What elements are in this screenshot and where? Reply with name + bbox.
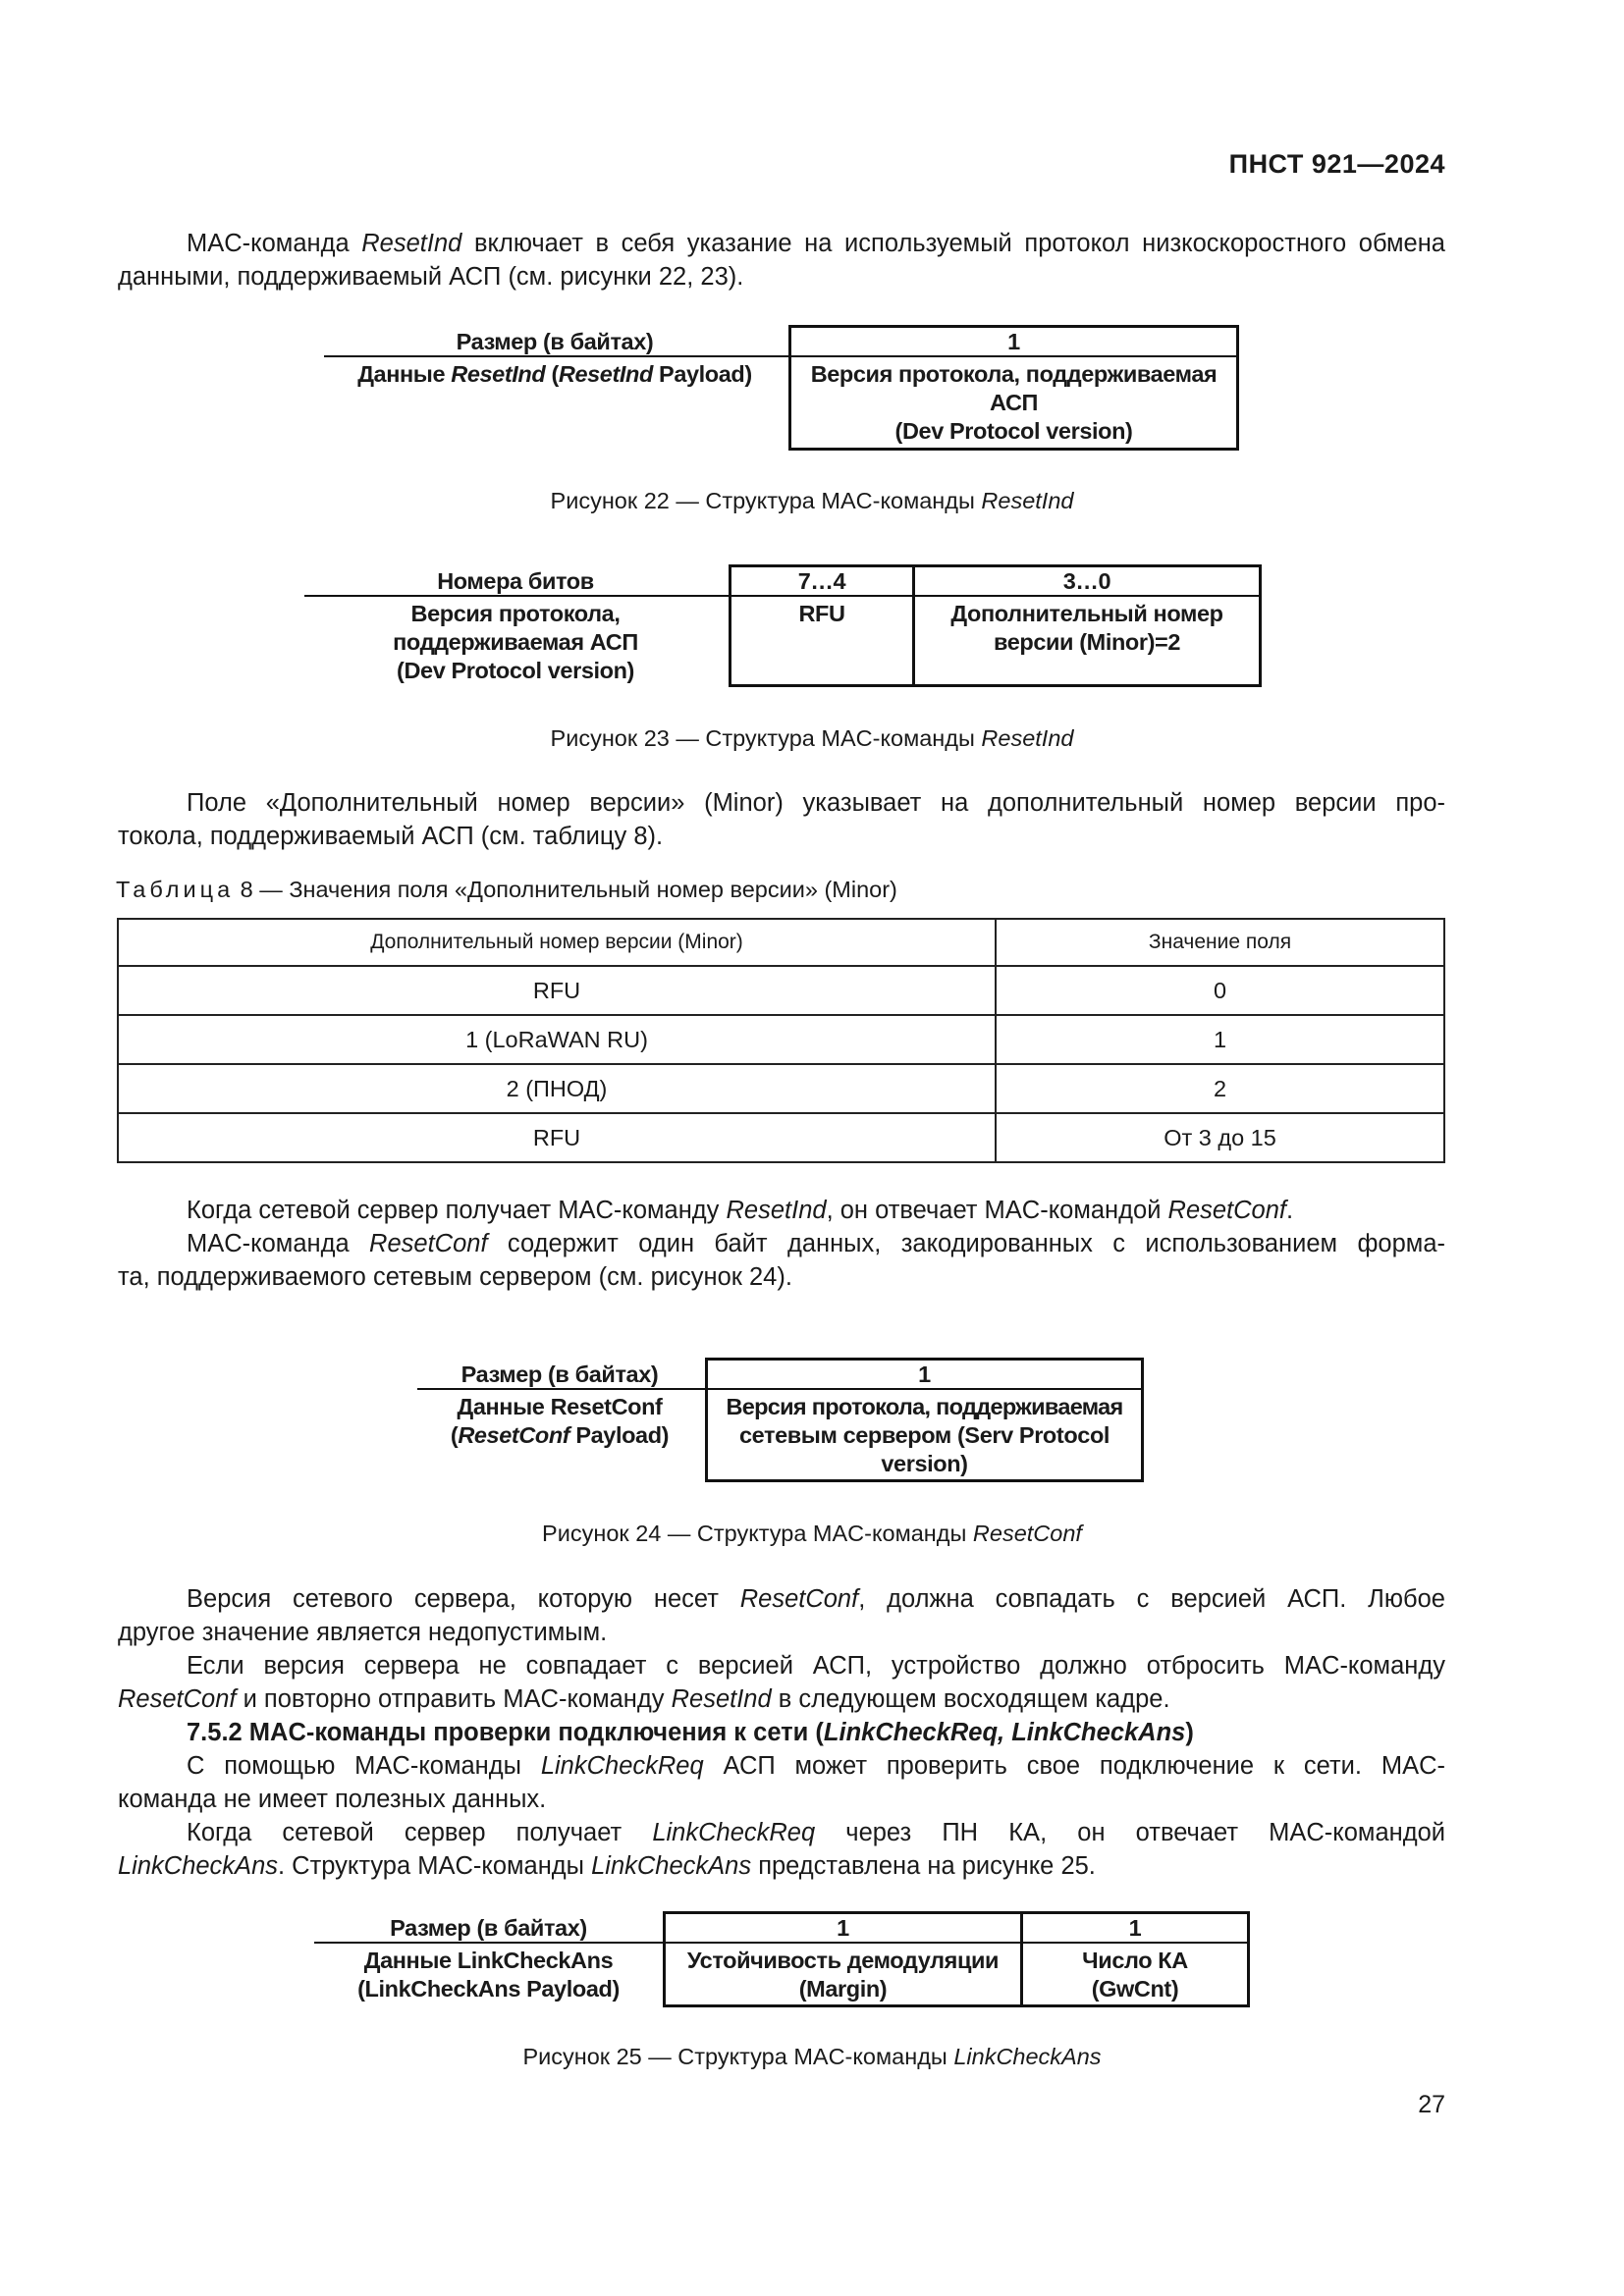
fig24-size-label: Размер (в байтах) bbox=[460, 1362, 659, 1387]
paragraph-linkcheckreq-line2: команда не имеет полезных данных. bbox=[118, 1786, 547, 1813]
table-8-title: Таблица 8 — Значения поля «Дополнительный номер версии» (Minor) bbox=[116, 877, 897, 902]
fig22-field-line1: Версия протокола, поддерживаемая bbox=[810, 361, 1218, 387]
fig22-field-line3: (Dev Protocol version) bbox=[894, 418, 1133, 444]
figure-25-caption: Рисунок 25 — Структура MAC-команды LinkCheckAns bbox=[522, 2044, 1102, 2069]
table-header-value: Значение поля bbox=[996, 919, 1444, 966]
table-row bbox=[118, 966, 1444, 1015]
fig25-col2-line1: Число КА bbox=[1082, 1948, 1188, 1973]
fig25-data-label-2: (LinkCheckAns Payload) bbox=[357, 1976, 620, 2002]
paragraph-linkcheckans-line1: Когда сетевой сервер получает LinkCheckReq через ПН КА, он отвечает MAC-командой bbox=[187, 1819, 1446, 1846]
table-row bbox=[118, 1113, 1444, 1162]
table-header-minor: Дополнительный номер версии (Minor) bbox=[118, 919, 996, 966]
table-cell: 2 (ПНОД) bbox=[118, 1064, 996, 1113]
fig23-field-label-2: поддерживаемая АСП bbox=[393, 629, 638, 655]
paragraph-resetind-intro: MAC-команда ResetInd включает в себя указание на используемый протокол низкоскоростного обмена данными, поддерживаемый АСП (см. рисунки 22, 23). bbox=[118, 230, 1445, 291]
fig25-size-label: Размер (в байтах) bbox=[390, 1915, 587, 1941]
fig22-size-label: Размер (в байтах) bbox=[456, 329, 654, 354]
paragraph-minor-line2: токола, поддерживаемый АСП (см. таблицу 8). bbox=[118, 823, 664, 850]
fig24-size-value: 1 bbox=[918, 1362, 931, 1387]
fig23-bits-label: Номера битов bbox=[437, 568, 594, 594]
paragraph-resetconf-format-line1: MAC-команда ResetConf содержит один байт данных, закодированных с использованием форма- bbox=[187, 1230, 1445, 1257]
figure-24-caption: Рисунок 24 — Структура MAC-команды ResetConf bbox=[542, 1521, 1082, 1546]
table-cell: RFU bbox=[118, 966, 996, 1015]
fig24-field-line1: Версия протокола, поддерживаемая bbox=[726, 1394, 1123, 1419]
paragraph-server-version-line1: Версия сетевого сервера, которую несет ResetConf, должна совпадать с версией АСП. Любое bbox=[187, 1585, 1445, 1613]
fig25-data-label-1: Данные LinkCheckAns bbox=[363, 1948, 614, 1973]
fig24-data-label-2: (ResetConf Payload) bbox=[450, 1422, 670, 1448]
fig24-field-line2: сетевым сервером (Serv Protocol bbox=[738, 1422, 1110, 1448]
paragraph-resetconf-format-line2: та, поддерживаемого сетевым сервером (см. рисунок 24). bbox=[118, 1263, 792, 1291]
fig22-data-label: Данные ResetInd (ResetInd Payload) bbox=[357, 361, 752, 387]
figure-22-caption: Рисунок 22 — Структура MAC-команды ResetInd bbox=[550, 488, 1074, 513]
figure-23-caption: Рисунок 23 — Структура MAC-команды ResetInd bbox=[550, 725, 1074, 751]
page-number: 27 bbox=[1418, 2091, 1445, 2118]
table-cell: 2 bbox=[996, 1064, 1444, 1113]
paragraph-resetconf-reply: Когда сетевой сервер получает MAC-команду ResetInd, он отвечает MAC-командой ResetConf. bbox=[187, 1197, 1294, 1224]
fig22-field-line2: АСП bbox=[989, 390, 1039, 415]
section-heading-7-5-2: 7.5.2 MAC-команды проверки подключения к сети (LinkCheckReq, LinkCheckAns) bbox=[187, 1719, 1194, 1746]
fig22-size-value: 1 bbox=[1007, 329, 1020, 354]
fig25-col1-line2: (Margin) bbox=[798, 1976, 888, 2002]
fig23-col2-value-1: Дополнительный номер bbox=[950, 601, 1223, 626]
paragraph-mismatch-line1: Если версия сервера не совпадает с версией АСП, устройство должно отбросить MAC-команду bbox=[187, 1652, 1445, 1680]
document-id: ПНСТ 921—2024 bbox=[1228, 149, 1445, 179]
paragraph-linkcheckreq-line1: С помощью MAC-команды LinkCheckReq АСП может проверить свое подключение к сети. MAC- bbox=[187, 1752, 1445, 1780]
fig23-col2-value-2: версии (Minor)=2 bbox=[993, 629, 1181, 655]
fig25-size-col1: 1 bbox=[837, 1915, 849, 1941]
fig24-field-line3: version) bbox=[881, 1451, 968, 1476]
table-8 bbox=[117, 918, 1445, 1163]
fig23-col1-value: RFU bbox=[798, 601, 845, 626]
fig23-bits-col2: 3…0 bbox=[1062, 568, 1111, 594]
paragraph-minor-line1: Поле «Дополнительный номер версии» (Minor) указывает на дополнительный номер версии про- bbox=[187, 789, 1445, 817]
fig23-field-label-3: (Dev Protocol version) bbox=[397, 658, 634, 683]
fig24-data-label-1: Данные ResetConf bbox=[457, 1394, 663, 1419]
fig23-field-label-1: Версия протокола, bbox=[410, 601, 621, 626]
table-row bbox=[118, 1064, 1444, 1113]
fig25-col1-line1: Устойчивость демодуляции bbox=[686, 1948, 1000, 1973]
table-cell: RFU bbox=[118, 1113, 996, 1162]
table-cell: 0 bbox=[996, 966, 1444, 1015]
fig25-size-col2: 1 bbox=[1128, 1915, 1142, 1941]
table-cell: 1 bbox=[996, 1015, 1444, 1064]
table-cell: 1 (LoRaWAN RU) bbox=[118, 1015, 996, 1064]
paragraph-linkcheckans-line2: LinkCheckAns. Структура MAC-команды LinkCheckAns представлена на рисунке 25. bbox=[118, 1852, 1096, 1880]
fig23-bits-col1: 7…4 bbox=[797, 568, 846, 594]
paragraph-server-version-line2: другое значение является недопустимым. bbox=[118, 1619, 608, 1646]
paragraph-mismatch-line2: ResetConf и повторно отправить MAC-команду ResetInd в следующем восходящем кадре. bbox=[118, 1685, 1170, 1713]
fig25-col2-line2: (GwCnt) bbox=[1091, 1976, 1179, 2002]
table-cell: От 3 до 15 bbox=[996, 1113, 1444, 1162]
table-row bbox=[118, 1015, 1444, 1064]
